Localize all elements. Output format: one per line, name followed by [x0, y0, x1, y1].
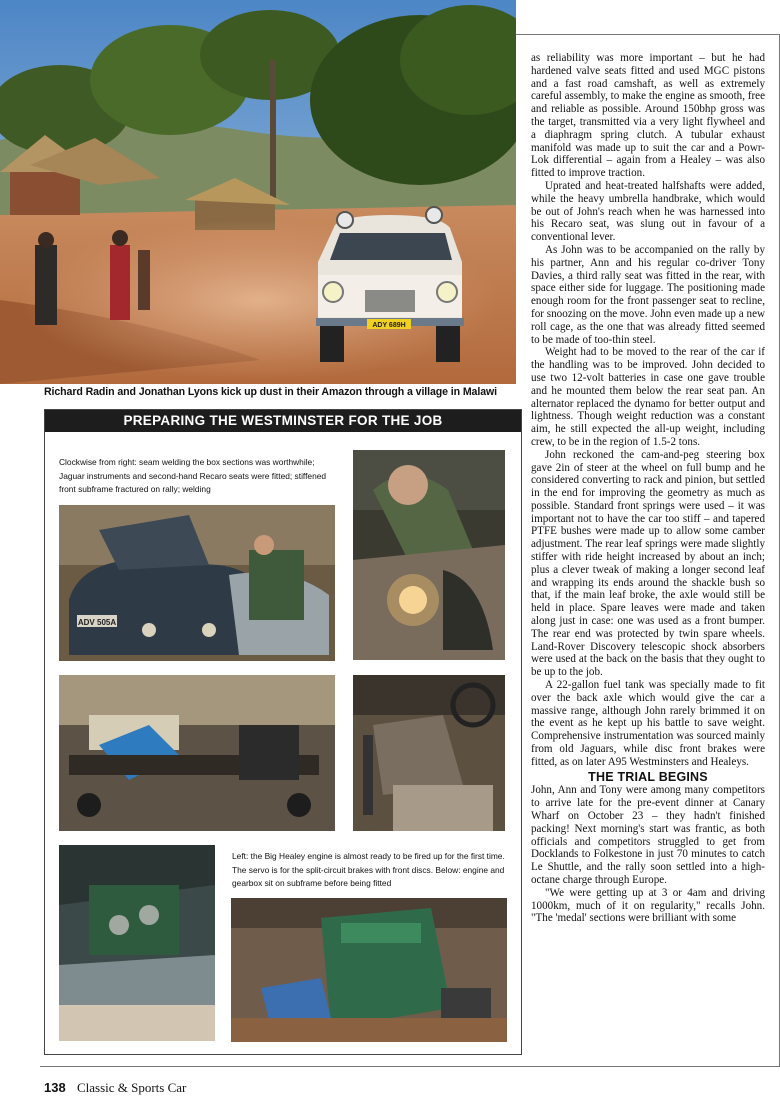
- article-paragraph: A 22-gallon fuel tank was specially made to fit over the back axle which would give the car a massive range, although John rarely brimmed it on the event as he kept up his battle to save weight. Comprehensive instrumentation was sourced mainly from old Jaguars, while disc front brakes were fitted, as on later A95 Westminsters and Healeys.: [531, 679, 765, 768]
- article-paragraph: as reliability was more important – but he had hardened valve seats fitted and used MGC pistons and a fast road camshaft, as well as extremely careful assembly, to make the engine as smooth, free and reliable as possible. Around 150bhp gross was the target, transmitted via a very light flywheel and a diaphragm spring clutch. A tubular exhaust manifold was made up to suit the car and a Powr-Lok differential – again from a Healey – was also fitted to improve traction.: [531, 52, 766, 180]
- page-footer: [44, 1080, 186, 1096]
- feature-box: [44, 409, 522, 1055]
- article-paragraph: Uprated and heat-treated halfshafts were added, while the heavy umbrella handbrake, which would be out of John's reach when he was harnessed into his Recaro seat, was slung out in favour of a conventional lever.: [531, 179, 765, 244]
- article-column: [531, 52, 765, 925]
- magazine-name: Classic & Sports Car: [76, 1080, 187, 1095]
- feature-caption-bottom: Left: the Big Healey engine is almost ready to be fired up for the first time. The servo is for the split-circuit brakes with front discs. Below: engine and gearbox sit on subframe before being fitted: [232, 851, 505, 888]
- article-paragraph: Weight had to be moved to the rear of the car if the handling was to be improved. John decided to use two 12-volt batteries in case one gave trouble and he mounted them below the rear seat pan. An alternator replaced the dynamo for better output and lightness. Though weight reduction was a constant aim, he still expected the all-up weight, including crew, to be in the region of 1.5-2 tons.: [531, 346, 765, 448]
- article-paragraph: John, Ann and Tony were among many competitors to arrive late for the pre-event dinner at Canary Wharf on October 23 – they hadn't finished packing! Next morning's start was frantic, as both officials and competitors struggled to get from Docklands to Folkestone in just 70 minutes to catch Le Shuttle, and the rally soon settled into a high-octane charge through Europe.: [531, 784, 765, 886]
- feature-title: PREPARING THE WESTMINSTER FOR THE JOB: [45, 410, 521, 432]
- article-paragraph: As John was to be accompanied on the rally by his partner, Ann and his regular co-driver Tony Davies, a third rally seat was fitted in the rear, with space either side for luggage. The positioning made enough room for the front passenger seat to recline, for snoozing on the move. John even made up a new roll cage, as the one that was already fitted seemed to be made of too-thin steel.: [531, 243, 765, 346]
- westminster-number-plate: ADV 505A: [77, 618, 117, 627]
- hero-photo: [0, 0, 516, 384]
- photo-garage-car: [59, 505, 335, 661]
- rally-car-photo: [0, 0, 516, 384]
- photo-engine-gearbox: [231, 898, 507, 1042]
- page-number: 138: [44, 1080, 66, 1095]
- photo-welding: [353, 450, 505, 660]
- photo-engine-bay: [59, 845, 215, 1041]
- column-top-rule: [516, 34, 780, 35]
- photo-subframe: [59, 675, 335, 831]
- feature-caption-top: Clockwise from right: seam welding the box sections was worthwhile; Jaguar instruments and second-hand Recaro seats were fitted; stiffened front subframe fractured on rally; welding: [59, 457, 327, 494]
- article-paragraph: "We were getting up at 3 or 4am and driving 1000km, much of it on regularity," recalls John. "The 'medal' sections were brilliant with some: [531, 886, 765, 925]
- car-number-plate: ADY 689H: [372, 322, 406, 329]
- article-subhead: THE TRIAL BEGINS: [588, 769, 708, 784]
- hero-caption: Richard Radin and Jonathan Lyons kick up dust in their Amazon through a village in Malawi: [44, 386, 497, 398]
- photo-interior: [353, 675, 505, 831]
- article-paragraph: John reckoned the cam-and-peg steering box gave 2in of steer at the wheel on full bump and he considered converting to rack and pinion, but settled in the end for improving the geometry as much as possible. Standard front springs were used – it was important not to have the car too stiff – and tapered PTFE bushes were made up to allow some camber adjustment. The rear leaf springs were made slightly stiffer with ride height increased by about an inch; plus a clever tweak of making a longer second leaf and wrapping its ends around the shackle bush so that, if the main leaf broke, the axle would still be held in place. Spare leaves were made and taken along just in case: one was used as a front bumper. The rear end was protected by twin spare wheels. Land-Rover Discovery telescopic shock absorbers were used at the back on the basis that they ought to be up to the job.: [531, 448, 765, 679]
- page-bottom-rule: [40, 1066, 780, 1067]
